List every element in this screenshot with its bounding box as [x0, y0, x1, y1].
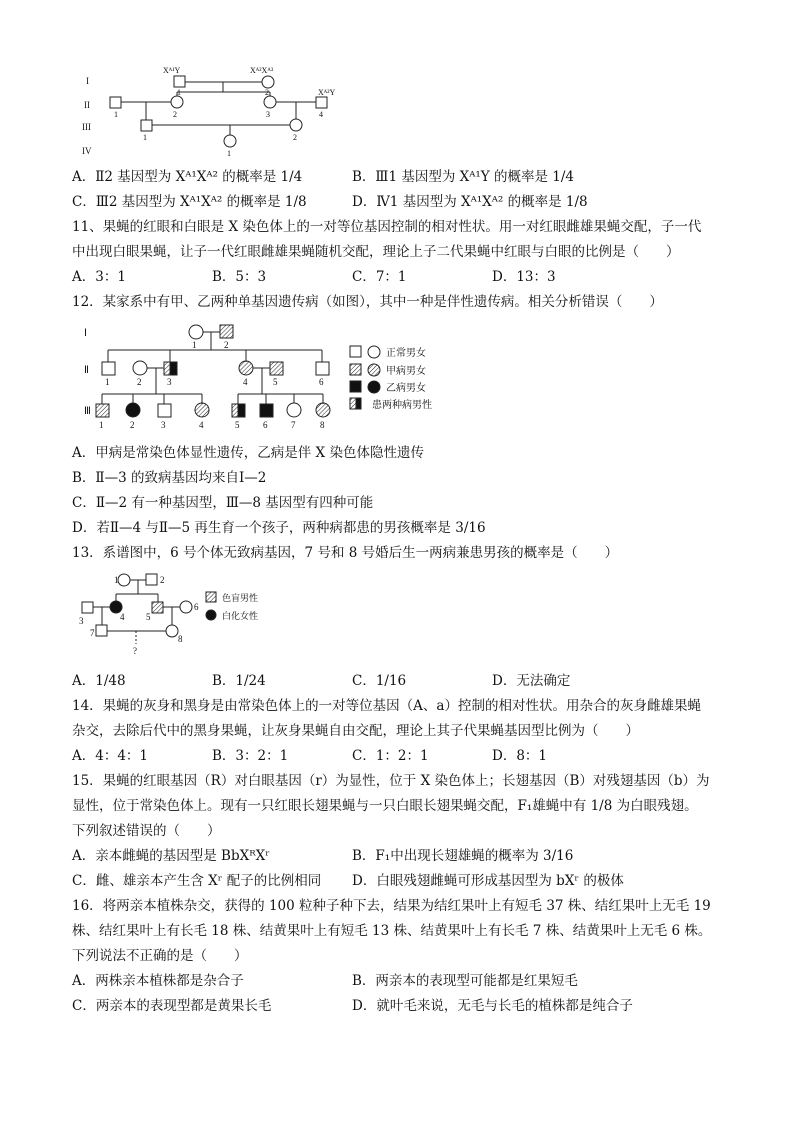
q13-option-a: A．1/48	[72, 673, 126, 689]
q16-stem-line3: 下列说法不正确的是（ ）	[72, 948, 248, 964]
q16-stem-line2: 株、结红果叶上有长毛 18 株、结黄果叶上有短毛 13 株、结黄果叶上有长毛 7 株、结黄果叶上无毛 6 株。	[72, 923, 712, 939]
svg-text:4: 4	[319, 110, 323, 119]
III-1-male	[141, 120, 152, 131]
svg-text:3: 3	[161, 420, 166, 430]
q15-stem-line3: 下列叙述错误的（ ）	[72, 823, 221, 839]
q14-option-d: D．8：1	[492, 748, 548, 764]
legend-normal: 正常男女	[386, 348, 426, 359]
q13-stem: 13．系谱图中，6 号个体无致病基因，7 号和 8 号婚后生一两病兼患男孩的概率是（ ）	[72, 545, 619, 561]
q15-stem-line1: 15．果蝇的红眼基因（R）对白眼基因（r）为显性，位于 X 染色体上；长翅基因（B）对残翅基因（b）为	[72, 773, 710, 789]
svg-text:?: ?	[133, 646, 137, 656]
svg-text:2: 2	[224, 340, 229, 350]
q11-option-b: B．5：3	[212, 269, 267, 285]
svg-text:8: 8	[320, 420, 325, 430]
svg-text:6: 6	[263, 420, 268, 430]
svg-text:2: 2	[130, 420, 135, 430]
svg-text:4: 4	[199, 420, 204, 430]
q15-option-d: D．白眼残翅雌蝇可形成基因型为 bXʳ 的极体	[352, 873, 624, 889]
q14-option-c: C．1：2：1	[352, 748, 429, 764]
q16-option-d: D．就叶毛来说，无毛与长毛的植株都是纯合子	[352, 998, 633, 1014]
q10-option-a: A．Ⅱ2 基因型为 Xᴬ¹Xᴬ² 的概率是 1/4	[72, 169, 303, 185]
q15-option-b: B．F₁中出现长翅雄蝇的概率为 3/16	[352, 848, 574, 864]
geno-II4: Xᴬ²Y	[318, 88, 336, 97]
pedigree-figure-1	[80, 62, 370, 162]
svg-text:4: 4	[120, 612, 125, 622]
svg-text:7: 7	[90, 628, 95, 638]
q10-option-d: D．Ⅳ1 基因型为 Xᴬ¹Xᴬ² 的概率是 1/8	[352, 194, 588, 210]
svg-text:5: 5	[235, 420, 240, 430]
q11-option-a: A．3：1	[72, 269, 126, 285]
gen-label-III: III	[82, 122, 91, 132]
legend-disease-b: 乙病男女	[386, 383, 426, 394]
q14-stem-line1: 14．果蝇的灰身和黑身是由常染色体上的一对等位基因（A、a）控制的相对性状。用杂合的灰身雌雄果蝇	[72, 698, 701, 714]
q11-option-c: C．7：1	[352, 269, 407, 285]
q12-option-c: C．Ⅱ—2 有一种基因型，Ⅲ—8 基因型有四种可能	[72, 495, 374, 511]
I-1-male	[174, 76, 185, 87]
svg-text:2: 2	[137, 377, 142, 387]
svg-text:3: 3	[266, 110, 270, 119]
II-1-male	[110, 97, 121, 108]
svg-text:6: 6	[194, 602, 199, 612]
q12-option-b: B．Ⅱ—3 的致病基因均来自Ⅰ—2	[72, 470, 267, 486]
q12-option-a: A．甲病是常染色体显性遗传，乙病是伴 X 染色体隐性遗传	[72, 445, 424, 461]
q16-option-c: C．两亲本的表现型都是黄果长毛	[72, 998, 272, 1014]
III-2-female	[290, 119, 302, 131]
svg-text:1: 1	[105, 377, 110, 387]
svg-text:1: 1	[227, 149, 231, 158]
q10-option-b: B．Ⅲ1 基因型为 Xᴬ¹Y 的概率是 1/4	[352, 169, 574, 185]
svg-text:1: 1	[177, 88, 181, 97]
svg-text:Ⅱ: Ⅱ	[84, 365, 89, 376]
svg-text:4: 4	[243, 377, 248, 387]
I-2-female	[262, 76, 274, 88]
svg-text:2: 2	[293, 133, 297, 142]
q12-option-d: D．若Ⅱ—4 与Ⅱ—5 再生育一个孩子，两种病都患的男孩概率是 3/16	[72, 520, 486, 536]
svg-text:Ⅲ: Ⅲ	[84, 406, 91, 417]
svg-text:6: 6	[319, 377, 324, 387]
svg-text:2: 2	[173, 110, 177, 119]
q16-stem-line1: 16．将两亲本植株杂交，获得的 100 粒种子种下去，结果为结红果叶上有短毛 37 株、结红果叶上无毛 19	[72, 898, 711, 914]
q15-option-c: C．雌、雄亲本产生含 Xʳ 配子的比例相同	[72, 873, 322, 889]
gen-label-II: II	[84, 100, 90, 110]
svg-text:Ⅰ: Ⅰ	[84, 328, 87, 339]
gen-label-IV: IV	[82, 146, 92, 156]
q16-option-a: A．两株亲本植株都是杂合子	[72, 973, 244, 989]
svg-text:3: 3	[167, 377, 172, 387]
q13-option-c: C．1/16	[352, 673, 407, 689]
svg-text:7: 7	[291, 420, 296, 430]
q14-option-b: B．3：2：1	[212, 748, 289, 764]
svg-text:1: 1	[114, 110, 118, 119]
IV-1-female	[224, 135, 236, 147]
pedigree-figure-13	[76, 570, 276, 665]
II-3-female	[264, 96, 276, 108]
svg-text:8: 8	[178, 634, 183, 644]
q14-option-a: A．4：4：1	[72, 748, 149, 764]
legend-colorblind-male: 色盲男性	[222, 593, 259, 603]
legend-disease-a: 甲病男女	[386, 366, 426, 377]
svg-text:2: 2	[160, 575, 165, 585]
q12-stem: 12．某家系中有甲、乙两种单基因遗传病（如图），其中一种是伴性遗传病。相关分析错误（ ）	[72, 294, 663, 310]
svg-text:3: 3	[79, 616, 84, 626]
q16-option-b: B．两亲本的表现型可能都是红果短毛	[352, 973, 578, 989]
svg-text:1: 1	[99, 420, 104, 430]
geno-I2: Xᴬ²Xᴬ³	[250, 66, 274, 75]
svg-text:1: 1	[192, 340, 197, 350]
q15-stem-line2: 显性，位于常染色体上。现有一只红眼长翅果蝇与一只白眼长翅果蝇交配，F₁雄蝇中有 1/8 为白眼残翅。	[72, 798, 698, 814]
II-4-male	[316, 97, 327, 108]
svg-text:2: 2	[265, 88, 269, 97]
gen-label-I: I	[86, 76, 89, 86]
legend-albino-female: 白化女性	[222, 611, 259, 621]
q11-stem-line2: 中出现白眼果蝇，让子一代红眼雌雄果蝇随机交配，理论上子二代果蝇中红眼与白眼的比例是（ ）	[72, 244, 680, 260]
II-2-female	[171, 96, 183, 108]
q10-option-c: C．Ⅲ2 基因型为 Xᴬ¹Xᴬ² 的概率是 1/8	[72, 194, 307, 210]
q13-option-d: D．无法确定	[492, 673, 571, 689]
svg-text:1: 1	[143, 133, 147, 142]
legend-both: 患两种病男性	[372, 400, 432, 411]
q11-stem-line1: 11、果蝇的红眼和白眼是 X 染色体上的一对等位基因控制的相对性状。用一对红眼雌雄果蝇交配，子一代	[72, 219, 702, 235]
q14-stem-line2: 杂交，去除后代中的黑身果蝇，让灰身果蝇自由交配，理论上其子代果蝇基因型比例为（ ）	[72, 723, 639, 739]
svg-text:1: 1	[114, 575, 119, 585]
q15-option-a: A．亲本雌蝇的基因型是 BbXᴿXʳ	[72, 848, 270, 864]
q11-option-d: D．13：3	[492, 269, 556, 285]
geno-I1: Xᴬ¹Y	[163, 66, 181, 75]
svg-text:5: 5	[146, 612, 151, 622]
q13-option-b: B．1/24	[212, 673, 266, 689]
svg-text:5: 5	[273, 377, 278, 387]
pedigree-figure-12	[80, 318, 500, 436]
